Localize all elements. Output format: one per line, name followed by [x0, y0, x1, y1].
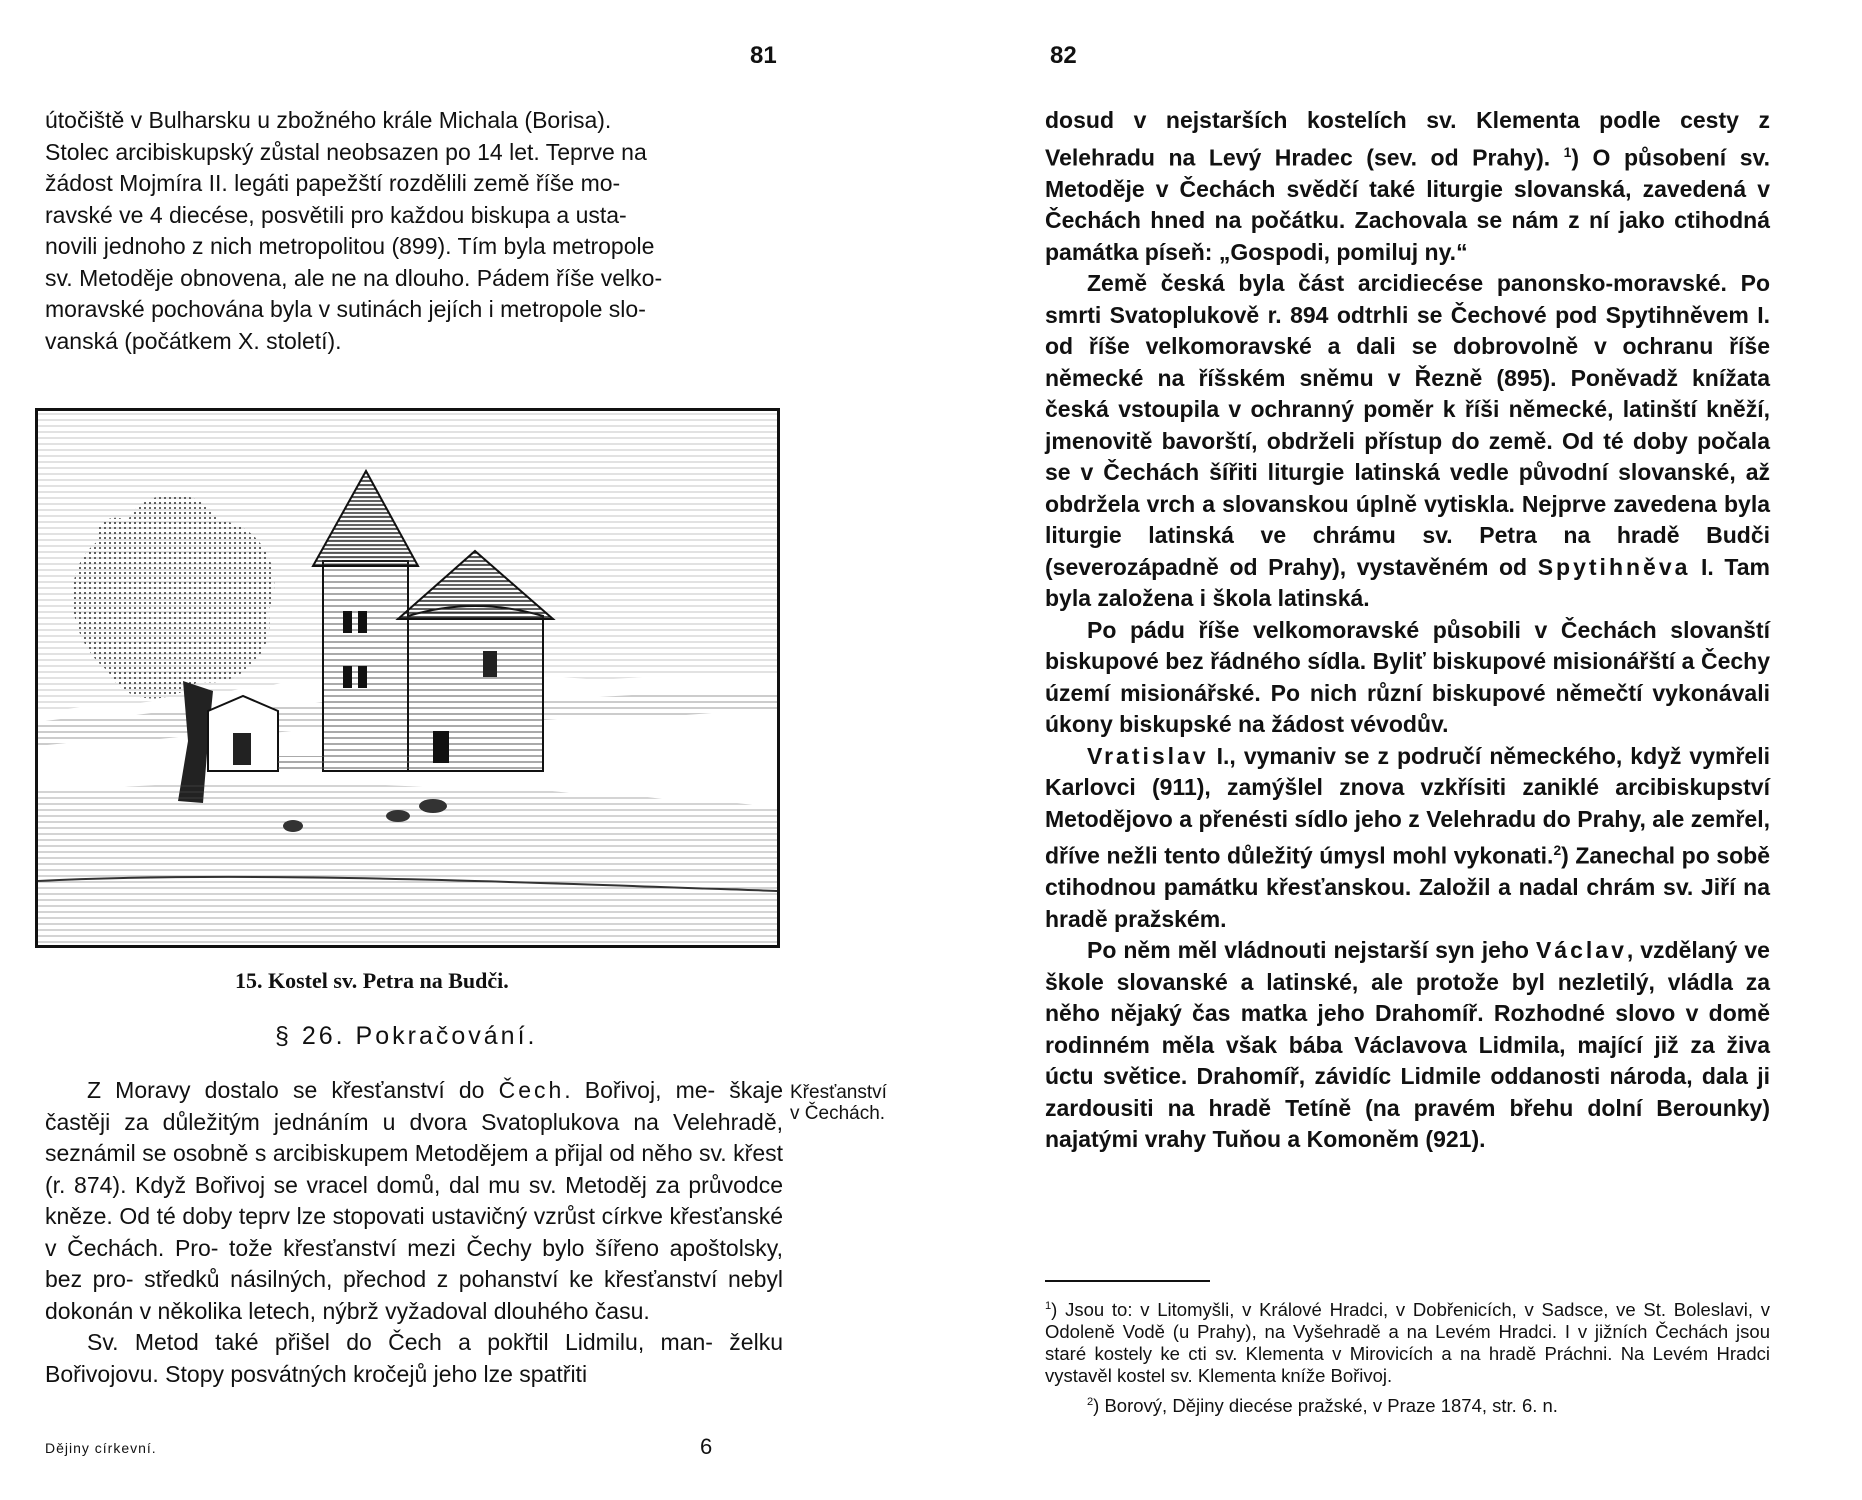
footnote-ref: 2 [1553, 843, 1562, 859]
footnotes [1045, 1295, 1770, 1421]
footnote-ref: 1 [1563, 144, 1572, 160]
spaced-name: Vratislav [1087, 742, 1209, 769]
page-number-left: 81 [750, 42, 777, 69]
text-run: , vzdělaný ve škole slovanské a latinské, ale protože byl nezletilý, vládla za něho nějaký čas matka jeho Drahomíř. Rozhodné slovo v domě rodinném měla však bába Václavova Lidmila, mající již za živa úctu světice. Drahomíř, závidíc Lidmile oddanosti národa, dala ji zardousiti na hradě Tetíně (na pravém břehu dolní Berounky) najatými vrahy Tuňou a Komoněm (921). [1045, 937, 1770, 1153]
footnote [1045, 1391, 1770, 1417]
spaced-name: Spytihněva [1537, 553, 1691, 580]
spaced-name: Václav [1535, 937, 1627, 964]
spaced-name: Čech [498, 1077, 565, 1103]
church-engraving-drawing [38, 411, 777, 945]
text-run: dosud v nejstarších kostelích sv. Klementa podle cesty z Velehradu na Levý Hradec (sev. od Prahy). [1045, 107, 1770, 171]
intro-line: ravské ve 4 diecése, posvětili pro každou biskupa a usta- [45, 201, 627, 228]
margin-note [790, 1082, 887, 1124]
paragraph: Po pádu říše velkomoravské působili v Čechách slovanští biskupové bez řádného sídla. Byliť biskupové misionářští a Čechy území misionářské. Po nich různí biskupové němečtí vykonávali úkony biskupské na žádost vévodův. [1045, 616, 1770, 738]
left-page [0, 0, 930, 1500]
intro-line: útočiště v Bulharsku u zbožného krále Michala (Borisa). [45, 107, 612, 133]
footnote [1045, 1295, 1770, 1387]
right-page [930, 0, 1862, 1500]
figure-caption: 15. Kostel sv. Petra na Budči. [235, 968, 509, 993]
paragraph: Sv. Metod také přišel do Čech a pokřtil Lidmilu, man- želku Bořivojovu. Stopy posvátných kročejů jeho lze spatřiti [45, 1329, 783, 1387]
section-heading: § 26. Pokračování. [275, 1022, 538, 1050]
paragraph [1045, 105, 1770, 268]
footnote-divider [1045, 1280, 1210, 1282]
intro-line: žádost Mojmíra II. legáti papežští rozdělili země říše mo- [45, 170, 621, 196]
intro-line: Stolec arcibiskupský zůstal neobsazen po 14 let. Teprve na [45, 138, 647, 165]
right-body-text [1045, 105, 1770, 1156]
text-run: I. Tam byla založena i škola latinská. [1045, 553, 1770, 612]
text-run: Po něm měl vládnouti nejstarší syn jeho [1087, 937, 1536, 964]
intro-line: sv. Metoděje obnovena, ale ne na dlouho. Pádem říše velko- [45, 264, 663, 291]
text-run: . Bořivoj, me- škaje častěji za důležitým jednáním u dvora Svatoplukova na Velehradě, seznámil se osobně s arcibiskupem Metodějem a přijal od něho sv. křest (r. 874). Když Bořivoj se vracel domů, dal mu sv. Metoděj za průvodce kněze. Od té doby teprv lze stopovati ustavičný vzrůst církve křesťanské v Čechách. Pro- tože křesťanství mezi Čechy bylo šířeno apoštolsky, bez pro- středků násilných, přechod z pohanství ke křesťanství nebyl dokonán v několika letech, nýbrž vyžadoval dlouhého času. [45, 1077, 783, 1324]
intro-line: vanská (počátkem X. století). [45, 327, 342, 354]
text-run: Země česká byla část arcidiecése panonsko-moravské. Po smrti Svatoplukově r. 894 odtrhli se Čechové pod Spytihněvem I. od říše velkomoravské a dali se dobrovolně v ochranu říše německé na říšském sněmu v Řezně (895). Poněvadž knížata česká vstoupila v ochranný poměr k říši německé, latinští kněží, jmenovitě bavorští, obdrželi přístup do země. Od té doby počala se v Čechách šířiti liturgie latinská vedle původní slovanské, až obdržela vrch a slovanskou úplně vytiskla. Nejprve zavedena byla liturgie latinská ve chrámu sv. Petra na hradě Budči (severozápadně od Prahy), vystavěném od [1045, 270, 1770, 580]
footer-signature: 6 [700, 1434, 713, 1459]
footnote-text: ) Borový, Dějiny diecése pražské, v Praze 1874, str. 6. n. [1093, 1395, 1558, 1417]
paragraph [1045, 741, 1770, 936]
text-run: ) O působení sv. Metoděje v Čechách svědčí také liturgie slovanská, zavedená v Čechách hned na počátku. Zachovala se nám z ní jako ctihodná památka píseň: „Gospodi, pomiluj ny.“ [1045, 144, 1770, 265]
footer-book-title: Dějiny církevní. [45, 1440, 157, 1456]
footnote-mark: 1 [1045, 1300, 1052, 1312]
paragraph [1045, 935, 1770, 1156]
intro-line: novili jednoho z nich metropolitou (899). Tím byla metropole [45, 233, 655, 259]
margin-note-line: v Čechách. [790, 1103, 886, 1124]
footnote-text: ) Jsou to: v Litomyšli, v Králové Hradci, v Dobřenicích, v Sadsce, ve St. Boleslavi, v Odoleně Vodě (u Prahy), na Vyšehradě a na Levém Hradci. I v jižních Čechách jsou staré kostely ke cti sv. Klementa v Mirovicích a na hradě Práchni. Na Levém Hradci vystavěl kostel sv. Klementa kníže Bořivoj. [1045, 1299, 1770, 1387]
left-body-text [45, 1075, 783, 1390]
page-number-right: 82 [1050, 42, 1077, 69]
church-engraving [35, 408, 780, 948]
text-run: ) Zanechal po sobě ctihodnou památku křesťanskou. Založil a nadal chrám sv. Jiří na hradě pražském. [1045, 842, 1770, 932]
intro-text [45, 105, 783, 357]
paragraph [45, 1075, 783, 1327]
margin-note-line: Křesťanství [790, 1082, 887, 1103]
text-run: I., vymaniv se z područí německého, když vymřeli Karlovci (911), zamýšlel znova vzkřísiti zaniklé arcibiskupství Metodějovo a přenésti sídlo jeho z Velehradu do Prahy, ale zemřel, dříve nežli tento důležitý úmysl mohl vykonati. [1045, 742, 1770, 869]
footnote-mark: 2 [1087, 1396, 1094, 1409]
intro-line: moravské pochována byla v sutinách jejích i metropole slo- [45, 296, 646, 322]
text-run: Z Moravy dostalo se křesťanství do [87, 1077, 499, 1103]
paragraph [1045, 268, 1770, 615]
